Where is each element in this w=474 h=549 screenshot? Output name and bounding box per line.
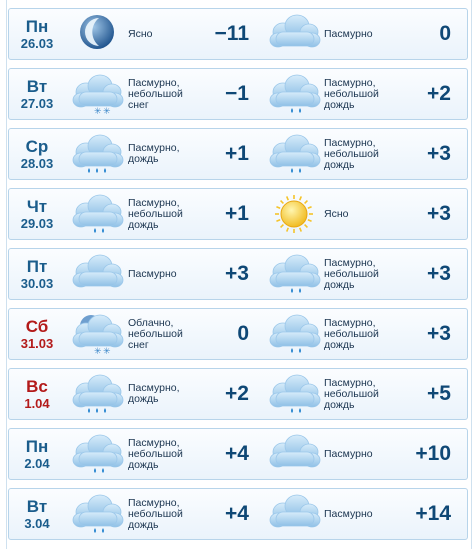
day-date: 28.03	[20, 156, 54, 171]
day-name: Чт	[26, 197, 48, 216]
day-temperature: +14	[415, 502, 451, 525]
day-cell	[9, 69, 65, 119]
cloud-light-rain-icon	[266, 310, 322, 358]
svg-text:✳: ✳	[94, 347, 102, 357]
night-temperature: −1	[225, 82, 249, 105]
moon-cloud-snow-icon	[69, 310, 125, 358]
day-date: 1.04	[24, 396, 50, 411]
day-description: Пасмурно, небольшой дождь	[324, 76, 379, 111]
day-date: 27.03	[20, 96, 54, 111]
forecast-row-1	[8, 68, 468, 120]
forecast-row-3	[8, 188, 468, 240]
day-name: Пт	[26, 257, 48, 276]
night-description: Пасмурно, небольшой дождь	[128, 496, 183, 531]
cloud-light-rain-icon	[266, 70, 322, 118]
night-temperature: 0	[237, 322, 249, 345]
day-description: Пасмурно, небольшой дождь	[324, 376, 379, 411]
forecast-row-0	[8, 8, 468, 60]
cloud-rain-icon	[69, 130, 125, 178]
day-cell	[9, 9, 65, 59]
night-temperature: +2	[225, 382, 249, 405]
night-temperature: +3	[225, 262, 249, 285]
day-cell	[9, 249, 65, 299]
night-description: Облачно, небольшой снег	[128, 316, 183, 351]
forecast-row-4	[8, 248, 468, 300]
cloud-icon	[266, 430, 322, 478]
day-name: Пн	[25, 17, 49, 36]
cloud-snow-icon	[69, 70, 125, 118]
cloud-icon	[69, 250, 125, 298]
day-cell	[9, 129, 65, 179]
day-date: 30.03	[20, 276, 54, 291]
cloud-light-rain-icon	[69, 490, 125, 538]
cloud-rain-icon	[69, 370, 125, 418]
night-temperature: +4	[225, 442, 249, 465]
night-description: Пасмурно, небольшой дождь	[128, 436, 183, 471]
day-date: 31.03	[20, 336, 54, 351]
day-name: Вт	[26, 77, 48, 96]
day-temperature: 0	[439, 22, 451, 45]
day-name: Вс	[26, 377, 48, 396]
day-description: Пасмурно	[324, 507, 373, 520]
cloud-light-rain-icon	[266, 370, 322, 418]
night-description: Пасмурно	[128, 267, 177, 280]
day-cell	[9, 189, 65, 239]
day-name: Вт	[26, 497, 48, 516]
day-temperature: +3	[427, 142, 451, 165]
day-description: Пасмурно, небольшой дождь	[324, 136, 379, 171]
day-temperature: +5	[427, 382, 451, 405]
moon-icon	[69, 10, 125, 58]
day-cell	[9, 429, 65, 479]
day-description: Пасмурно, небольшой дождь	[324, 316, 379, 351]
day-description: Ясно	[324, 207, 349, 220]
night-description: Пасмурно, дождь	[128, 142, 180, 165]
cloud-light-rain-icon	[69, 430, 125, 478]
forecast-row-5	[8, 308, 468, 360]
day-name: Ср	[25, 137, 49, 156]
night-description: Пасмурно, небольшой снег	[128, 76, 183, 111]
day-cell	[9, 309, 65, 359]
sun-icon	[266, 190, 322, 238]
svg-text:✳: ✳	[103, 107, 111, 117]
day-name: Сб	[25, 317, 49, 336]
day-description: Пасмурно	[324, 27, 373, 40]
day-description: Пасмурно, небольшой дождь	[324, 256, 379, 291]
forecast-row-7	[8, 428, 468, 480]
day-temperature: +2	[427, 82, 451, 105]
day-cell	[9, 489, 65, 539]
forecast-row-2	[8, 128, 468, 180]
day-description: Пасмурно	[324, 447, 373, 460]
day-name: Пн	[25, 437, 49, 456]
day-date: 26.03	[20, 36, 54, 51]
night-temperature: +1	[225, 202, 249, 225]
day-date: 2.04	[24, 456, 50, 471]
cloud-light-rain-icon	[266, 130, 322, 178]
svg-text:✳: ✳	[94, 107, 102, 117]
forecast-row-8	[8, 488, 468, 540]
cloud-light-rain-icon	[266, 250, 322, 298]
night-temperature: −11	[214, 22, 249, 45]
cloud-icon	[266, 490, 322, 538]
night-temperature: +4	[225, 502, 249, 525]
cloud-light-rain-icon	[69, 190, 125, 238]
night-description: Пасмурно, небольшой дождь	[128, 196, 183, 231]
day-temperature: +3	[427, 262, 451, 285]
night-description: Пасмурно, дождь	[128, 382, 180, 405]
svg-text:✳: ✳	[103, 347, 111, 357]
day-date: 3.04	[24, 516, 50, 531]
day-cell	[9, 369, 65, 419]
day-temperature: +3	[427, 322, 451, 345]
night-description: Ясно	[128, 27, 153, 40]
day-temperature: +3	[427, 202, 451, 225]
day-temperature: +10	[415, 442, 451, 465]
forecast-row-6	[8, 368, 468, 420]
day-date: 29.03	[20, 216, 54, 231]
cloud-icon	[266, 10, 322, 58]
night-temperature: +1	[225, 142, 249, 165]
